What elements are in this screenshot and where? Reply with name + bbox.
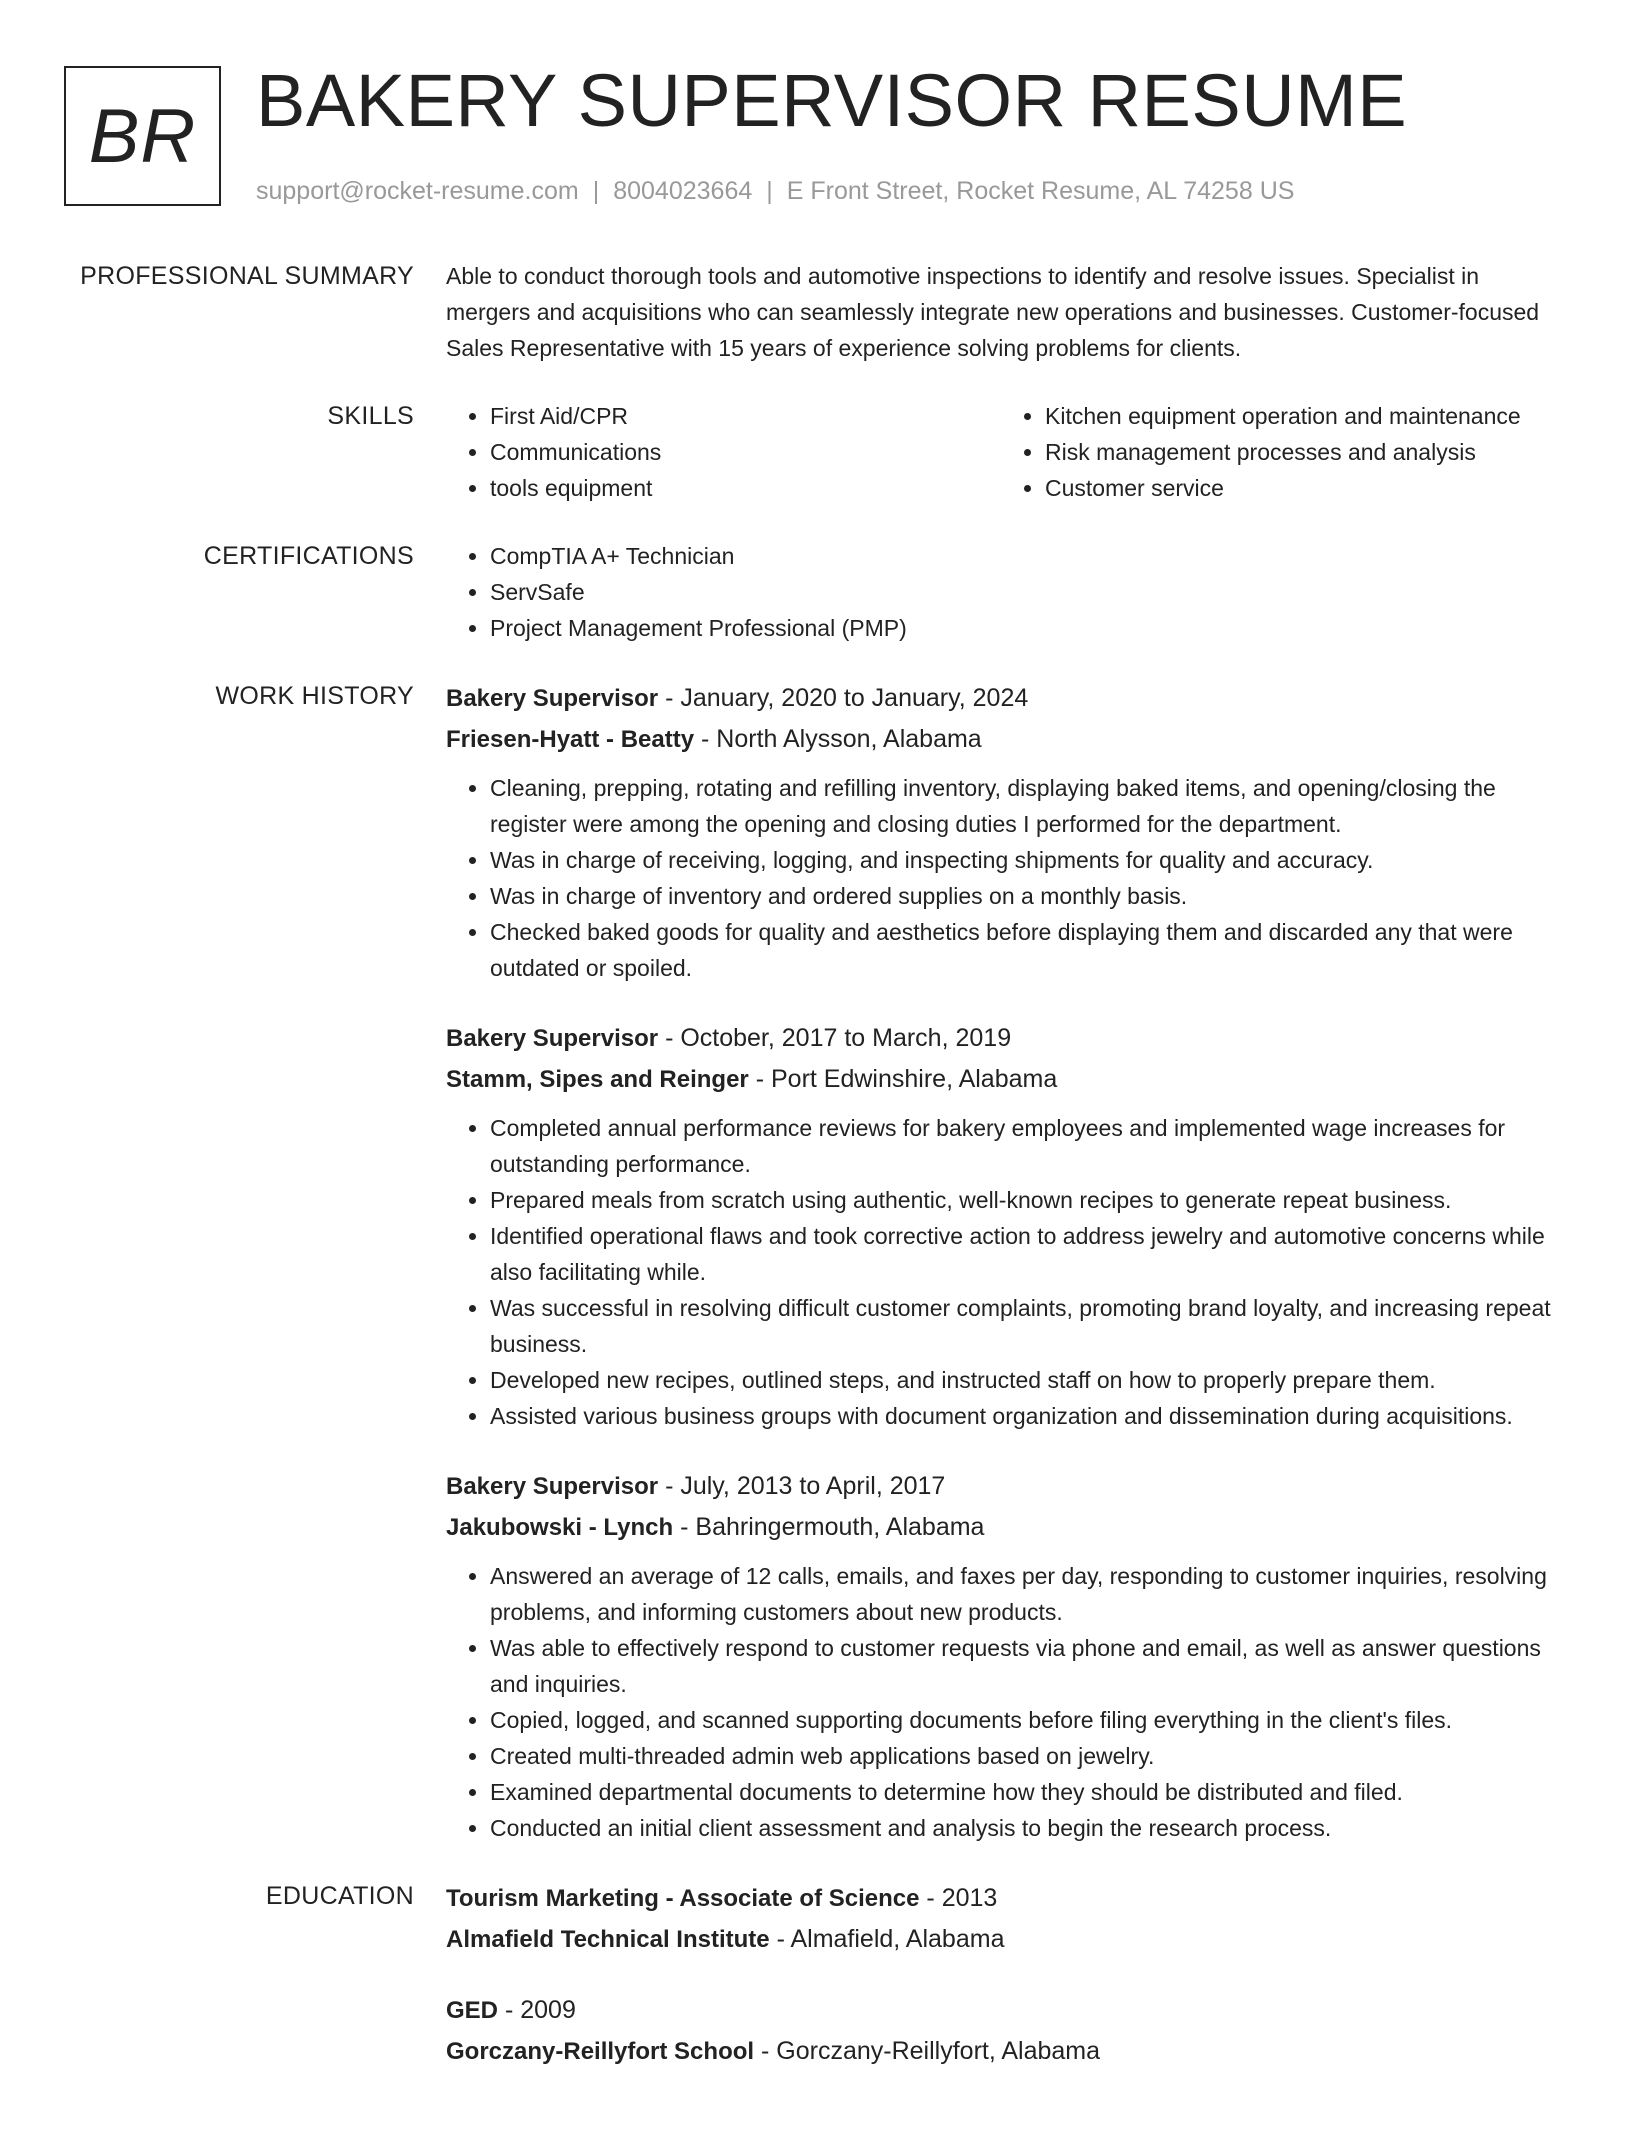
certifications-section — [0, 538, 1632, 646]
job-bullet: • Was in charge of inventory and ordered supplies on a monthly basis. — [490, 878, 1556, 914]
monogram-badge — [64, 66, 221, 206]
education-entry — [446, 1878, 1556, 1960]
job-bullet: • Answered an average of 12 calls, emails, and faxes per day, responding to customer inquiries, resolving problems, and informing customers about new products. — [490, 1558, 1556, 1630]
job-bullet: • Checked baked goods for quality and aesthetics before displaying them and discarded any that were outdated or spoiled. — [490, 914, 1556, 986]
job-company-line — [446, 1059, 1556, 1100]
education-school-line — [446, 1919, 1556, 1960]
job-bullet: • Identified operational flaws and took corrective action to address jewelry and automotive concerns while also facilitating while. — [490, 1218, 1556, 1290]
skills-body — [446, 398, 1556, 506]
job-title-line — [446, 678, 1556, 719]
education-school-line — [446, 2031, 1556, 2072]
job-title-line — [446, 1466, 1556, 1507]
certification-item: • ServSafe — [490, 574, 1556, 610]
education-school: Almafield Technical Institute — [446, 1926, 770, 1953]
job-location: - Bahringermouth, Alabama — [680, 1513, 985, 1541]
job-bullet: • Created multi-threaded admin web applications based on jewelry. — [490, 1738, 1556, 1774]
job-bullets — [446, 1110, 1556, 1434]
skill-item: • tools equipment — [490, 470, 1001, 506]
certification-item: • CompTIA A+ Technician — [490, 538, 1556, 574]
skill-item: • Risk management processes and analysis — [1045, 434, 1556, 470]
job-location: - North Alysson, Alabama — [701, 725, 982, 753]
job-title-line — [446, 1018, 1556, 1059]
job-bullet: • Was in charge of receiving, logging, and inspecting shipments for quality and accuracy. — [490, 842, 1556, 878]
job-location: - Port Edwinshire, Alabama — [755, 1065, 1058, 1093]
job-bullet: • Cleaning, prepping, rotating and refilling inventory, displaying baked items, and opening/closing the register were among the opening and closing duties I performed for the department. — [490, 770, 1556, 842]
education-degree: Tourism Marketing - Associate of Science — [446, 1885, 920, 1912]
skills-list-right — [1001, 398, 1556, 506]
summary-text: Able to conduct thorough tools and automotive inspections to identify and resolve issues. Specialist in mergers and acquisitions who can seamlessly integrate new operations and businesses. Customer-focused Sales Representative with 15 years of experience solving problems for clients. — [446, 263, 1540, 361]
certifications-body — [446, 538, 1556, 646]
job-company: Jakubowski - Lynch — [446, 1514, 674, 1541]
work-history-body — [446, 678, 1556, 1846]
education-degree-line — [446, 1990, 1556, 2031]
skill-item: • Communications — [490, 434, 1001, 470]
contact-phone[interactable]: 8004023664 — [613, 177, 753, 205]
education-entry — [446, 1990, 1556, 2072]
education-degree-line — [446, 1878, 1556, 1919]
section-label-education: EDUCATION — [265, 1882, 414, 1910]
job-entry — [446, 678, 1556, 986]
summary-body — [446, 258, 1556, 366]
job-bullet: • Developed new recipes, outlined steps, and instructed staff on how to properly prepare them. — [490, 1362, 1556, 1398]
contact-separator: | — [592, 177, 600, 205]
education-year: - 2009 — [504, 1996, 576, 2024]
job-company-line — [446, 1507, 1556, 1548]
job-dates: - July, 2013 to April, 2017 — [665, 1472, 946, 1500]
education-body — [446, 1878, 1556, 2102]
monogram-initials: BR — [88, 93, 197, 179]
job-bullet: • Assisted various business groups with document organization and dissemination during acquisitions. — [490, 1398, 1556, 1434]
job-dates: - January, 2020 to January, 2024 — [665, 684, 1029, 712]
job-company-line — [446, 719, 1556, 760]
contact-address: E Front Street, Rocket Resume, AL 74258 US — [786, 177, 1295, 205]
resume-content — [0, 258, 1632, 2134]
job-bullet: • Completed annual performance reviews for bakery employees and implemented wage increases for outstanding performance. — [490, 1110, 1556, 1182]
job-title: Bakery Supervisor — [446, 1025, 659, 1052]
education-location: - Gorczany-Reillyfort, Alabama — [761, 2037, 1101, 2065]
job-dates: - October, 2017 to March, 2019 — [665, 1024, 1012, 1052]
job-title: Bakery Supervisor — [446, 685, 659, 712]
job-bullet: • Prepared meals from scratch using authentic, well-known recipes to generate repeat business. — [490, 1182, 1556, 1218]
education-section — [0, 1878, 1632, 2102]
education-location: - Almafield, Alabama — [776, 1925, 1005, 1953]
contact-email[interactable]: support@rocket-resume.com — [256, 177, 579, 205]
section-label-summary: PROFESSIONAL SUMMARY — [80, 262, 414, 290]
contact-separator: | — [766, 177, 773, 205]
skills-section — [0, 398, 1632, 506]
education-year: - 2013 — [926, 1884, 998, 1912]
work-history-section — [0, 678, 1632, 1846]
job-bullets — [446, 770, 1556, 986]
job-bullet: • Examined departmental documents to determine how they should be distributed and filed. — [490, 1774, 1556, 1810]
job-entry — [446, 1466, 1556, 1846]
section-label-skills: SKILLS — [327, 402, 414, 430]
job-bullet: • Was able to effectively respond to customer requests via phone and email, as well as answer questions and inquiries. — [490, 1630, 1556, 1702]
job-bullet: • Was successful in resolving difficult customer complaints, promoting brand loyalty, and increasing repeat business. — [490, 1290, 1556, 1362]
skill-item: • First Aid/CPR — [490, 398, 1001, 434]
job-bullets — [446, 1558, 1556, 1846]
section-label-work-history: WORK HISTORY — [215, 682, 414, 710]
skill-item: • Customer service — [1045, 470, 1556, 506]
summary-section — [0, 258, 1632, 366]
certifications-list — [446, 538, 1556, 646]
skill-item: • Kitchen equipment operation and maintenance — [1045, 398, 1556, 434]
education-degree: GED — [446, 1997, 499, 2024]
job-bullet: • Copied, logged, and scanned supporting documents before filing everything in the client's files. — [490, 1702, 1556, 1738]
skills-list-left — [446, 398, 1001, 506]
resume-title: BAKERY SUPERVISOR RESUME — [256, 59, 1408, 142]
job-company: Friesen-Hyatt - Beatty — [446, 726, 695, 753]
job-entry — [446, 1018, 1556, 1434]
job-title: Bakery Supervisor — [446, 1473, 659, 1500]
section-label-certifications: CERTIFICATIONS — [203, 542, 414, 570]
contact-line — [256, 175, 1294, 207]
education-school: Gorczany-Reillyfort School — [446, 2038, 755, 2065]
certification-item: • Project Management Professional (PMP) — [490, 610, 1556, 646]
job-bullet: • Conducted an initial client assessment and analysis to begin the research process. — [490, 1810, 1556, 1846]
job-company: Stamm, Sipes and Reinger — [446, 1066, 749, 1093]
